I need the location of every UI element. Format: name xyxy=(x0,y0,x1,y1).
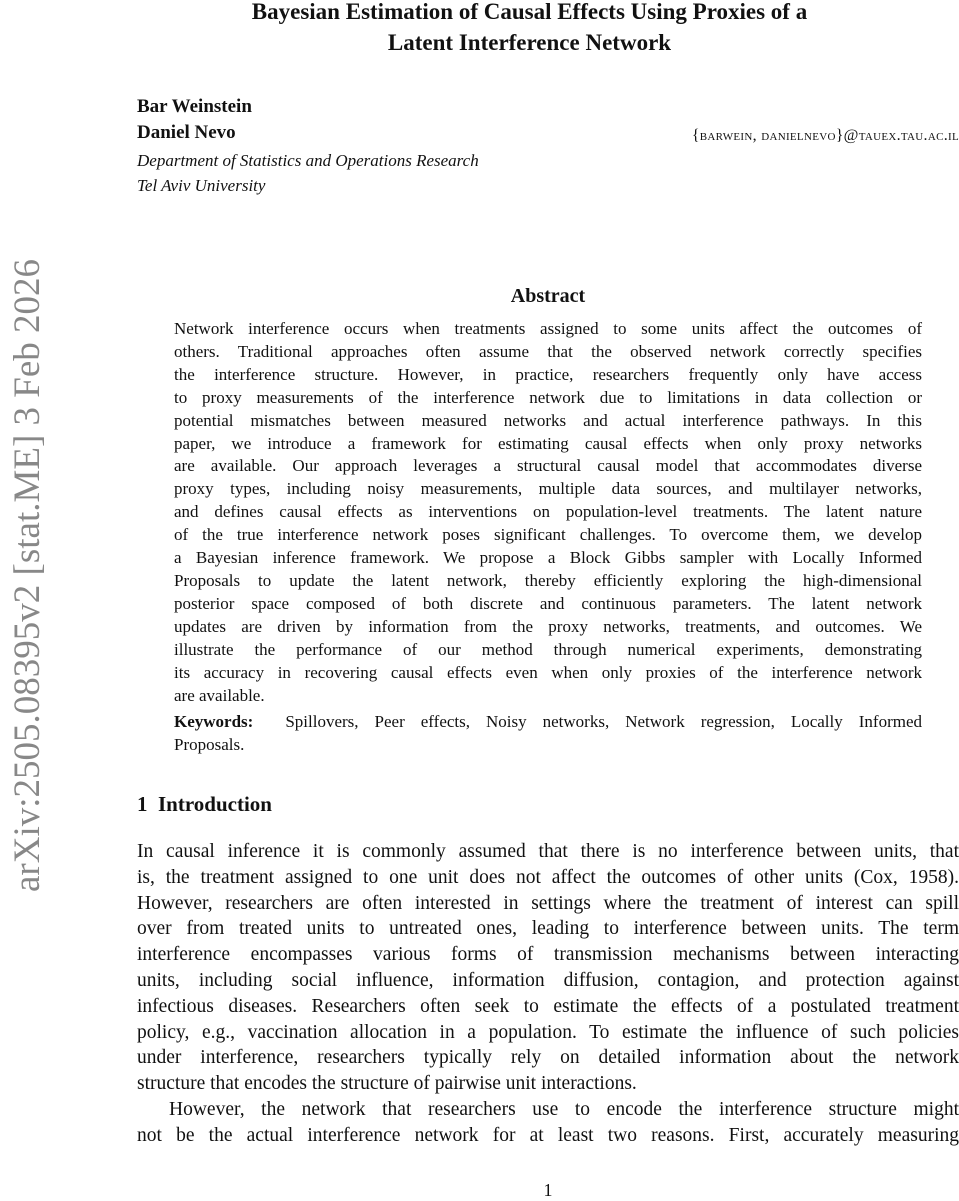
text-line: to proxy measurements of the interference network due to limitations in data collection or xyxy=(174,387,922,407)
abstract-heading: Abstract xyxy=(510,285,586,307)
text-line: updates are driven by information from the proxy networks, treatments, and outcomes. We xyxy=(174,616,922,636)
text-line: Proposals to update the latent network, thereby efficiently exploring the high-dimensional xyxy=(174,570,922,590)
text-line: units, including social influence, information diffusion, contagion, and protection against xyxy=(137,969,959,991)
author-email: {barwein, danielnevo}@tauex.tau.ac.il xyxy=(691,127,959,144)
text-line: are available. Our approach leverages a structural causal model that accommodates diverse xyxy=(174,456,922,476)
text-line: others. Traditional approaches often assume that the observed network correctly specifies xyxy=(174,341,922,361)
text-line: are available. xyxy=(174,685,265,705)
title-line: Bayesian Estimation of Causal Effects Using Proxies of a xyxy=(251,0,808,24)
affiliation-university: Tel Aviv University xyxy=(137,176,266,195)
text-line: the interference structure. However, in practice, researchers frequently only have access xyxy=(174,364,922,384)
paper-title xyxy=(100,0,959,58)
title-line: Latent Interference Network xyxy=(387,30,672,55)
keywords xyxy=(174,711,922,757)
text-line: structure that encodes the structure of pairwise unit interactions. xyxy=(137,1073,637,1095)
text-line: is, the treatment assigned to one unit does not affect the outcomes of other units (Cox, 1958). xyxy=(137,866,959,888)
arxiv-stamp: arXiv:2505.08395v2 [stat.ME] 3 Feb 2026 xyxy=(7,258,48,892)
section-number: 1 xyxy=(137,792,148,816)
author-name: Daniel Nevo xyxy=(137,122,236,143)
text-line: policy, e.g., vaccination allocation in a population. To estimate the influence of such policies xyxy=(137,1021,959,1043)
text-line: its accuracy in recovering causal effects even when only proxies of the interference network xyxy=(174,662,922,682)
intro-paragraph-1 xyxy=(137,839,959,1097)
section-heading xyxy=(137,792,272,817)
author-name: Bar Weinstein xyxy=(137,96,252,117)
text-line: Network interference occurs when treatments assigned to some units affect the outcomes of xyxy=(174,319,922,338)
intro-paragraph-2 xyxy=(137,1097,959,1149)
text-line: not be the actual interference network for at least two reasons. First, accurately measuring xyxy=(137,1124,959,1146)
text-line: illustrate the performance of our method through numerical experiments, demonstrating xyxy=(174,639,922,659)
text-line: of the true interference network poses significant challenges. To overcome them, we develop xyxy=(174,525,922,545)
text-line: infectious diseases. Researchers often seek to estimate the effects of a postulated treatment xyxy=(137,995,959,1017)
keywords-label: Keywords: xyxy=(174,712,254,731)
text-line: However, the network that researchers use to encode the interference structure might xyxy=(169,1099,959,1120)
text-line: proxy types, including noisy measurements, multiple data sources, and multilayer networks, xyxy=(174,479,922,499)
affiliation-department: Department of Statistics and Operations Research xyxy=(137,151,479,170)
keywords-text: Proposals. xyxy=(174,734,245,754)
text-line: under interference, researchers typically rely on detailed information about the network xyxy=(137,1047,959,1069)
keywords-text: Spillovers, Peer effects, Noisy networks, Network regression, Locally Informed xyxy=(285,712,922,731)
text-line: paper, we introduce a framework for estimating causal effects when only proxy networks xyxy=(174,433,922,453)
section-title: Introduction xyxy=(158,792,272,816)
text-line: a Bayesian inference framework. We propose a Block Gibbs sampler with Locally Informed xyxy=(174,548,922,568)
text-line: posterior space composed of both discrete and continuous parameters. The latent network xyxy=(174,593,922,613)
text-line: However, researchers are often interested in settings where the treatment of interest can spill xyxy=(137,892,959,914)
text-line: interference encompasses various forms of transmission mechanisms between interacting xyxy=(137,944,959,966)
page-number: 1 xyxy=(543,1180,553,1200)
text-line: and defines causal effects as interventions on population-level treatments. The latent nature xyxy=(174,502,922,522)
text-line: potential mismatches between measured networks and actual interference pathways. In this xyxy=(174,410,922,430)
text-line: over from treated units to untreated ones, leading to interference between units. The term xyxy=(137,918,959,940)
text-line: In causal inference it is commonly assumed that there is no interference between units, that xyxy=(137,841,959,862)
abstract-body xyxy=(174,318,922,707)
